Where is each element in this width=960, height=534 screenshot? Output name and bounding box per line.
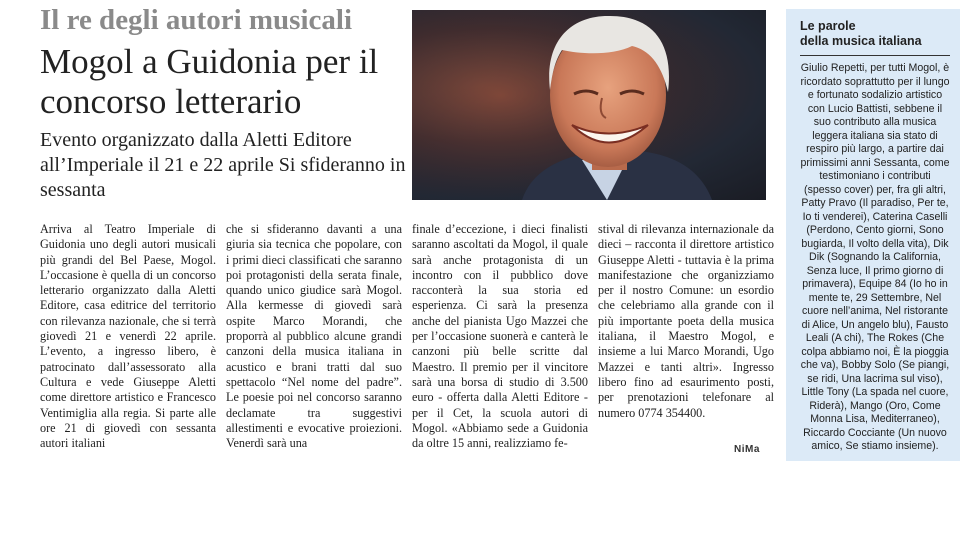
sidebar-title-line-2: della musica italiana xyxy=(800,34,922,48)
author-signature: NiMa xyxy=(734,444,760,455)
article-headline: Mogol a Guidonia per il concorso letterario xyxy=(40,42,379,121)
article-column-3: finale d’eccezione, i dieci finalisti saranno ascoltati da Mogol, il quale sarà anche protagonista di un incontro con il pubblico dove racconterà la sua storia ed esperienza. Ci sarà la presenza anche del pianista Ugo Mazzei che per l’occasione suonerà e canterà le canzoni più belle scritte dal Maestro. Il premio per il vincitore sarà una borsa di studio di 3.500 euro - offerta dalla Aletti Editore - per il Cet, la scuola autori di Mogol. «Abbiamo sede a Guidonia da oltre 15 anni, realizziamo fe- xyxy=(412,222,588,451)
article-kicker: Il re degli autori musicali xyxy=(40,4,353,36)
sidebar-box xyxy=(786,9,960,461)
article-column-1: Arriva al Teatro Imperiale di Guidonia uno degli autori musicali più grandi del Bel Paese, Mogol. L’occasione è quella di un concorso letterario organizzato dalla Aletti Editore, casa editrice del territorio con rilevanza nazionale, che si terrà giovedì 21 e venerdì 22 aprile. L’evento, a ingresso libero, è patrocinato dall’assessorato alla Cultura e vede Giuseppe Aletti come direttore artistico e Francesco Ventimiglia alla regia. Si parte alle ore 21 di giovedì con sessanta autori italiani xyxy=(40,222,216,451)
mogol-portrait-image xyxy=(412,10,766,200)
article-column-4: stival di rilevanza internazionale da dieci – racconta il direttore artistico Giuseppe Aletti - tuttavia è la prima manifestazione che organizziamo per il nostro Comune: un esordio che celebriamo alla grande con il più importante poeta della musica italiana, il Maestro Mogol, e insieme a lui Marco Morandi, Ugo Mazzei e tanti altri». Ingresso libero fino ad esaurimento posti, per prenotazioni telefonare al numero 0774 354400. xyxy=(598,222,774,420)
sidebar-title-line-1: Le parole xyxy=(800,19,856,33)
article-column-2: che si sfideranno davanti a una giuria sia tecnica che popolare, con i primi dieci classificati che saranno poi protagonisti della serata finale, quando unico giudice sarà Mogol. Alla kermesse di giovedì sarà ospite Marco Morandi, che proporrà al pubblico alcune grandi canzoni della musica italiana in acustico e brani tratti dal suo spettacolo “Nel nome del padre”. Le poesie poi nel concorso saranno declamate tra suggestivi allestimenti e evocative proiezioni. Venerdì sarà una xyxy=(226,222,402,451)
mogol-photo xyxy=(412,10,766,200)
sidebar-title xyxy=(800,19,950,49)
article-subhead: Evento organizzato dalla Aletti Editore all’Imperiale il 21 e 22 aprile Si sfideranno in sessanta xyxy=(40,129,406,201)
sidebar-divider xyxy=(800,55,950,56)
sidebar-body: Giulio Repetti, per tutti Mogol, è ricordato soprattutto per il lungo e fortunato sodalizio artistico con Lucio Battisti, sebbene il suo contributo alla musica leggera italiana sia stato di respiro più largo, a partire dai primissimi anni Sessanta, come testimoniano i contributi (spesso cover) per, fra gli altri, Patty Pravo (Il paradiso, Per te, Io ti venderei), Caterina Caselli (Perdono, Cento giorni, Sono bugiarda, Il volto della vita), Dik Dik (Sognando la California, Senza luce, Il primo giorno di primavera), Equipe 84 (Io ho in mente te, 29 Settembre, Nel cuore nell’anima, Nel ristorante di Alice, Un angelo blu), Fausto Leali (A chi), The Rokes (Che colpa abbiamo noi, È la pioggia che va), Bobby Solo (Se piangi, se ridi, Una lacrima sul viso), Little Tony (La spada nel cuore, Riderà), Mango (Oro, Come Monna Lisa, Mediterraneo), Riccardo Cocciante (Un nuovo amico, Se stiamo insieme). xyxy=(800,62,950,452)
